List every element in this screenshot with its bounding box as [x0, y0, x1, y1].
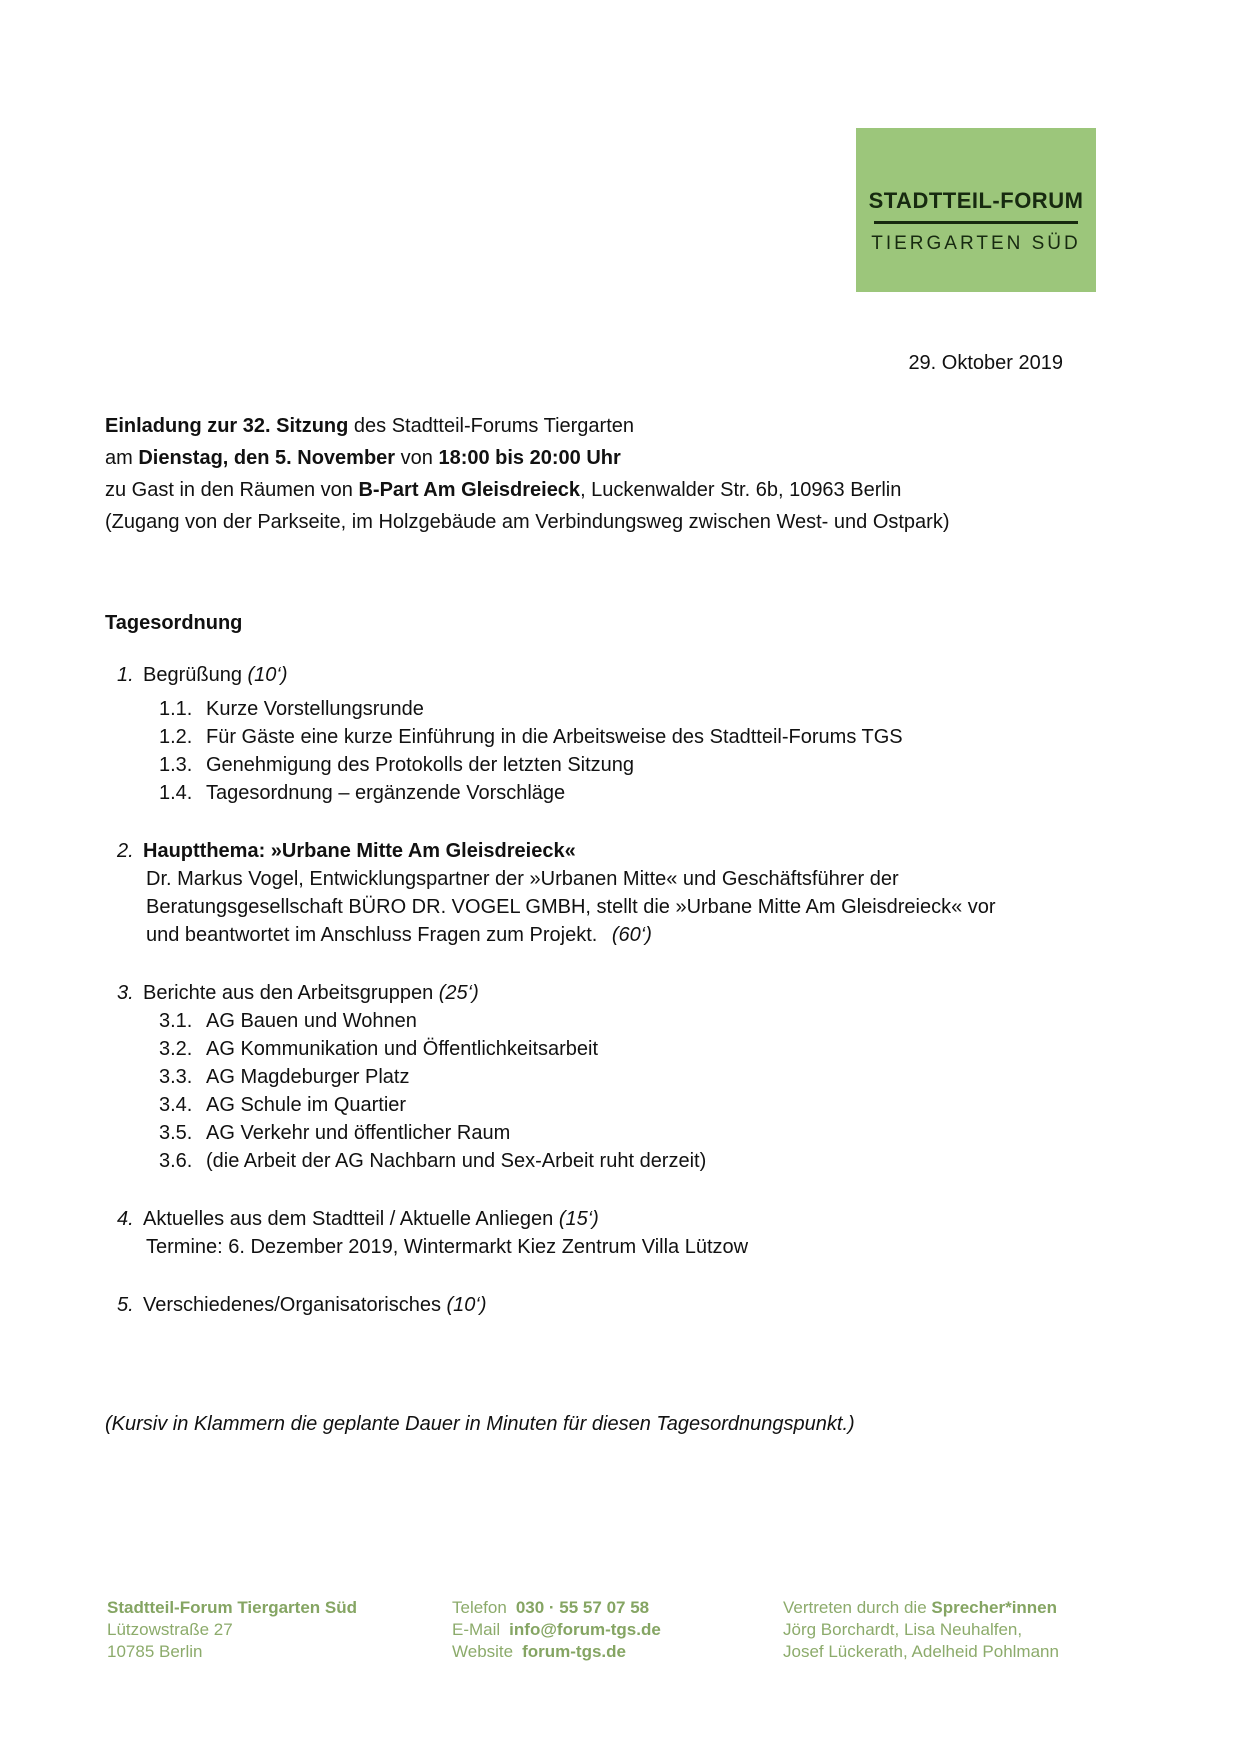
intro-line-1-rest: des Stadtteil-Forums Tiergarten [348, 415, 635, 437]
meeting-time: 18:00 bis 20:00 Uhr [438, 447, 621, 469]
agenda-item-5-number: 5. [117, 1294, 134, 1316]
document-date: 29. Oktober 2019 [908, 352, 1063, 374]
footer-phone-row [452, 1597, 661, 1619]
footer-website-row [452, 1641, 661, 1663]
footer-speakers-names-1: Jörg Borchardt, Lisa Neuhalfen, [783, 1620, 1023, 1639]
intro-line-1 [105, 415, 634, 438]
agenda-item-3-duration: (25‘) [438, 982, 479, 1004]
agenda-item-4-number: 4. [117, 1208, 134, 1230]
footer-website-label: Website [452, 1642, 514, 1661]
footer-org-name: Stadtteil-Forum Tiergarten Süd [107, 1598, 357, 1617]
agenda-item-1-number: 1. [117, 664, 134, 686]
duration-footnote: (Kursiv in Klammern die geplante Dauer in Minuten für diesen Tagesordnungspunkt.) [105, 1413, 855, 1435]
agenda-item-3-1-number: 3.1. [159, 1010, 193, 1032]
agenda-item-1-3 [159, 754, 634, 777]
footer-speakers-names-2: Josef Lückerath, Adelheid Pohlmann [783, 1642, 1059, 1661]
agenda-item-5-title: Verschiedenes/Organisatorisches [143, 1294, 447, 1316]
venue-name: B-Part Am Gleisdreieck [358, 479, 581, 501]
intro-line-2-mid: von [395, 447, 439, 469]
agenda-item-3-6-number: 3.6. [159, 1150, 193, 1172]
footer-email-label: E-Mail [452, 1620, 501, 1639]
intro-line-2-prefix: am [105, 447, 139, 469]
agenda-item-3-number: 3. [117, 982, 134, 1004]
agenda-item-1-duration: (10‘) [247, 664, 288, 686]
agenda-item-2 [117, 840, 576, 863]
footer-contact-column [452, 1597, 661, 1663]
agenda-item-4-duration: (15‘) [558, 1208, 599, 1230]
footer-speakers-row [783, 1597, 1059, 1619]
agenda-item-1-2 [159, 726, 903, 749]
footer-email-row [452, 1619, 661, 1641]
agenda-item-1 [117, 664, 288, 687]
agenda-item-2-title: Hauptthema: »Urbane Mitte Am Gleisdreieck« [143, 840, 576, 862]
intro-line-2 [105, 447, 621, 470]
venue-address: , Luckenwalder Str. 6b, 10963 Berlin [580, 479, 902, 501]
agenda-item-1-4 [159, 782, 565, 805]
org-logo [856, 128, 1096, 292]
agenda-item-2-desc-1: Dr. Markus Vogel, Entwicklungspartner der »Urbanen Mitte« und Geschäftsführer der [146, 868, 899, 890]
footer-phone-value: 030 · 55 57 07 58 [515, 1598, 650, 1617]
logo-title: STADTTEIL-FORUM [868, 188, 1084, 213]
agenda-item-1-1-number: 1.1. [159, 698, 193, 720]
footer-org-city: 10785 Berlin [107, 1642, 203, 1661]
intro-line-3-prefix: zu Gast in den Räumen von [105, 479, 359, 501]
logo-subtitle: TIERGARTEN SÜD [871, 233, 1081, 254]
agenda-item-3 [117, 982, 479, 1005]
agenda-item-2-desc-2: Beratungsgesellschaft BÜRO DR. VOGEL GMBH, stellt die »Urbane Mitte Am Gleisdreieck« vor [146, 896, 996, 918]
agenda-item-2-desc-3-text: und beantwortet im Anschluss Fragen zum Projekt. [146, 924, 603, 946]
agenda-item-4-title: Aktuelles aus dem Stadtteil / Aktuelle Anliegen [143, 1208, 559, 1230]
agenda-item-4-note: Termine: 6. Dezember 2019, Wintermarkt Kiez Zentrum Villa Lützow [146, 1236, 749, 1258]
footer-phone-label: Telefon [452, 1598, 507, 1617]
agenda-item-3-5-text: AG Verkehr und öffentlicher Raum [206, 1122, 511, 1144]
agenda-item-1-4-number: 1.4. [159, 782, 193, 804]
agenda-item-1-4-text: Tagesordnung – ergänzende Vorschläge [206, 782, 566, 804]
footer-website-value: forum-tgs.de [522, 1642, 626, 1661]
footer-email-value: info@forum-tgs.de [509, 1620, 661, 1639]
agenda-item-3-5-number: 3.5. [159, 1122, 193, 1144]
footer-org-street: Lützowstraße 27 [107, 1620, 233, 1639]
footer-speakers-column [783, 1597, 1059, 1663]
agenda-heading: Tagesordnung [105, 612, 243, 634]
agenda-item-1-1-text: Kurze Vorstellungsrunde [206, 698, 424, 720]
logo-divider [874, 221, 1078, 224]
meeting-date: Dienstag, den 5. November [138, 447, 396, 469]
agenda-item-4 [117, 1208, 599, 1231]
agenda-item-2-desc-3 [146, 924, 652, 947]
footer-speakers-label: Sprecher*innen [931, 1598, 1058, 1617]
footer-speakers-intro: Vertreten durch die [783, 1598, 932, 1617]
invitation-title: Einladung zur 32. Sitzung [105, 415, 349, 437]
intro-line-4: (Zugang von der Parkseite, im Holzgebäude am Verbindungsweg zwischen West- und Ostpark) [105, 511, 950, 533]
agenda-item-3-title: Berichte aus den Arbeitsgruppen [143, 982, 439, 1004]
agenda-item-3-6 [159, 1150, 706, 1173]
agenda-item-1-3-number: 1.3. [159, 754, 193, 776]
agenda-item-3-2 [159, 1038, 598, 1061]
agenda-item-3-3-text: AG Magdeburger Platz [206, 1066, 410, 1088]
agenda-item-3-6-text: (die Arbeit der AG Nachbarn und Sex-Arbeit ruht derzeit) [206, 1150, 707, 1172]
agenda-item-3-1-text: AG Bauen und Wohnen [206, 1010, 417, 1032]
agenda-item-3-3-number: 3.3. [159, 1066, 193, 1088]
agenda-item-3-3 [159, 1066, 409, 1089]
footer-org-column [107, 1597, 357, 1663]
agenda-item-1-2-number: 1.2. [159, 726, 193, 748]
agenda-item-2-duration: (60‘) [611, 924, 652, 946]
agenda-item-1-title: Begrüßung [143, 664, 248, 686]
agenda-item-3-4-number: 3.4. [159, 1094, 193, 1116]
agenda-item-3-2-number: 3.2. [159, 1038, 193, 1060]
agenda-item-1-3-text: Genehmigung des Protokolls der letzten Sitzung [206, 754, 635, 776]
agenda-item-3-1 [159, 1010, 417, 1033]
agenda-item-3-4 [159, 1094, 406, 1117]
agenda-item-3-5 [159, 1122, 510, 1145]
agenda-item-3-2-text: AG Kommunikation und Öffentlichkeitsarbeit [206, 1038, 599, 1060]
agenda-item-3-4-text: AG Schule im Quartier [206, 1094, 407, 1116]
intro-line-3 [105, 479, 901, 502]
agenda-item-5 [117, 1294, 487, 1317]
agenda-item-1-2-text: Für Gäste eine kurze Einführung in die Arbeitsweise des Stadtteil-Forums TGS [206, 726, 903, 748]
agenda-item-5-duration: (10‘) [446, 1294, 487, 1316]
agenda-item-2-number: 2. [117, 840, 134, 862]
agenda-item-1-1 [159, 698, 424, 721]
